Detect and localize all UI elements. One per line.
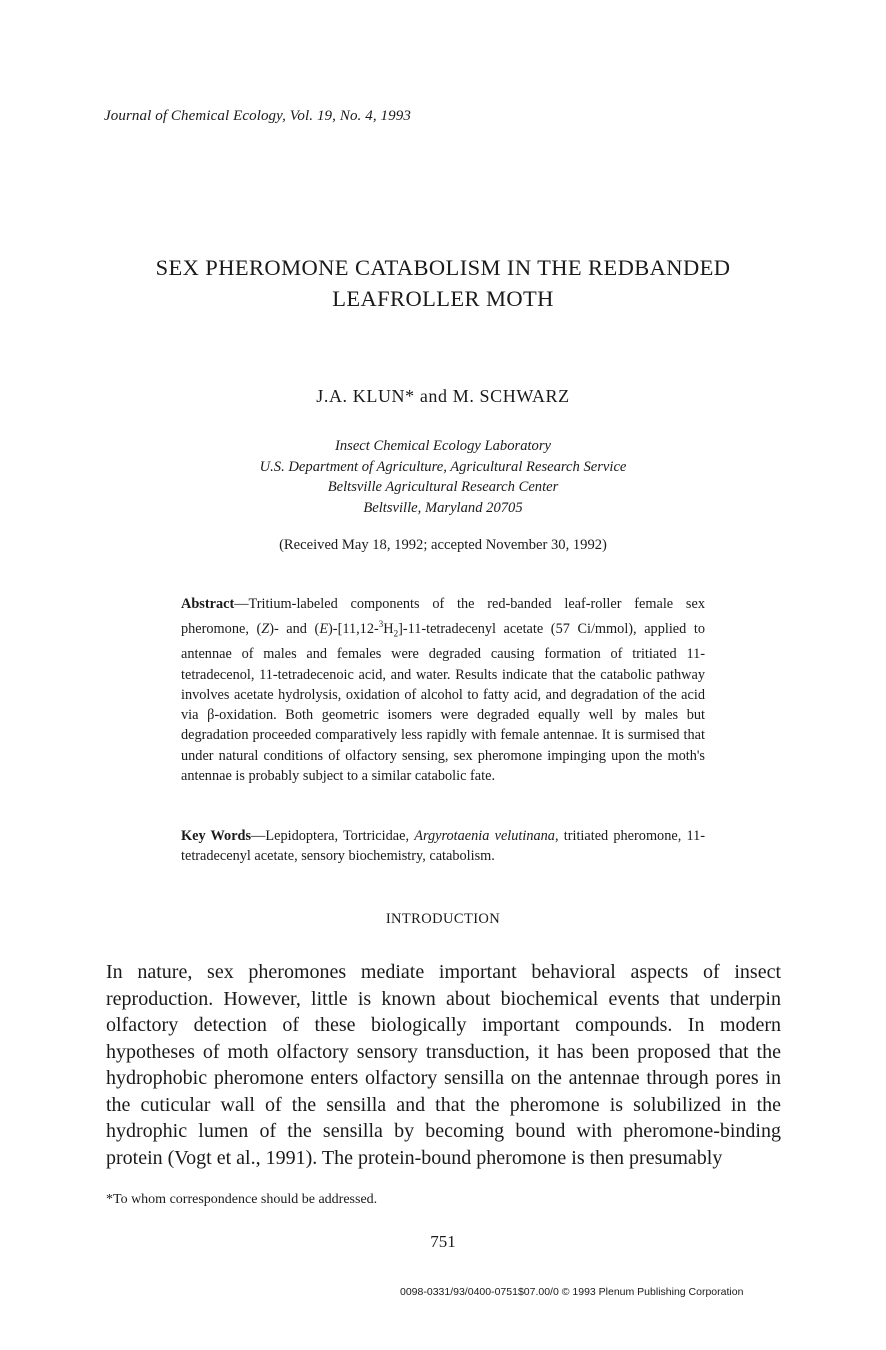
- affiliation-line-4: Beltsville, Maryland 20705: [363, 499, 523, 516]
- keywords-species: Argyrotaenia velutinana: [414, 828, 555, 844]
- affiliation-line-2: U.S. Department of Agriculture, Agricultural Research Service: [259, 458, 627, 475]
- article-title: [60, 252, 826, 314]
- abstract-text-e: ]-11-tetradecenyl acetate (57 Ci/mmol), applied to antennae of males and females were degraded causing formation of tritiated 11-tetradecenol, 11-tetradecenoic acid, and water. Results indicate that the catabolic pathway involves acetate hydrolysis, oxidation of alcohol to fatty acid, and degradation of the acid via β-oxidation. Both geometric isomers were degraded equally well by males but degradation proceeded comparatively less rapidly with female antennae. It is surmised that under natural conditions of olfactory sensing, sex pheromone impinging upon the moth's antennae is probably subject to a similar catabolic fate.: [181, 621, 706, 784]
- key-words: [181, 826, 705, 867]
- journal-citation: Journal of Chemical Ecology, Vol. 19, No. 4, 1993: [104, 108, 411, 124]
- received-dates: (Received May 18, 1992; accepted November 30, 1992): [279, 537, 607, 553]
- abstract: [181, 594, 705, 786]
- affiliation-line-3: Beltsville Agricultural Research Center: [327, 479, 559, 495]
- abstract-label: Abstract: [181, 596, 235, 612]
- keywords-text-b: , tritiated pheromone, 11-tetradecenyl acetate, sensory biochemistry, catabolism.: [181, 828, 705, 865]
- abstract-text-a: —Tritium-labeled components of the red-banded leaf-roller female sex pheromone, (: [181, 596, 705, 638]
- affiliation: [0, 436, 886, 518]
- introduction-paragraph: In nature, sex pheromones mediate important behavioral aspects of insect reproduction. However, little is known about biochemical events that underpin olfactory detection of these biologically important compounds. In modern hypotheses of moth olfactory sensory transduction, it has been proposed that the hydrophobic pheromone enters olfactory sensilla on the antennae through pores in the cuticular wall of the sensilla and that the pheromone is solubilized in the hydrophic lumen of the sensilla by becoming bound with pheromone-binding protein (Vogt et al., 1991). The protein-bound pheromone is then presumably: [106, 961, 781, 1169]
- page-number: 751: [430, 1232, 456, 1251]
- abstract-z-isomer: Z: [261, 621, 270, 638]
- abstract-text-b: )- and (: [269, 621, 320, 638]
- abstract-subscript: 2: [393, 628, 399, 639]
- affiliation-line-1: Insect Chemical Ecology Laboratory: [334, 438, 552, 454]
- abstract-text-d: H: [383, 621, 394, 638]
- abstract-e-isomer: E: [319, 621, 329, 638]
- keywords-label: Key Words: [181, 828, 252, 844]
- authors: J.A. KLUN* and M. SCHWARZ: [316, 386, 570, 406]
- title-line-2: LEAFROLLER MOTH: [332, 286, 554, 311]
- section-heading: INTRODUCTION: [385, 911, 501, 927]
- footnote: *To whom correspondence should be addressed.: [106, 1192, 378, 1207]
- title-line-1: SEX PHEROMONE CATABOLISM IN THE REDBANDED: [155, 255, 731, 280]
- abstract-text-c: )-[11,12-: [328, 621, 379, 638]
- keywords-text-a: —Lepidoptera, Tortricidae,: [251, 828, 415, 844]
- copyright-line: 0098-0331/93/0400-0751$07.00/0 © 1993 Plenum Publishing Corporation: [400, 1286, 744, 1298]
- abstract-superscript: 3: [378, 619, 384, 630]
